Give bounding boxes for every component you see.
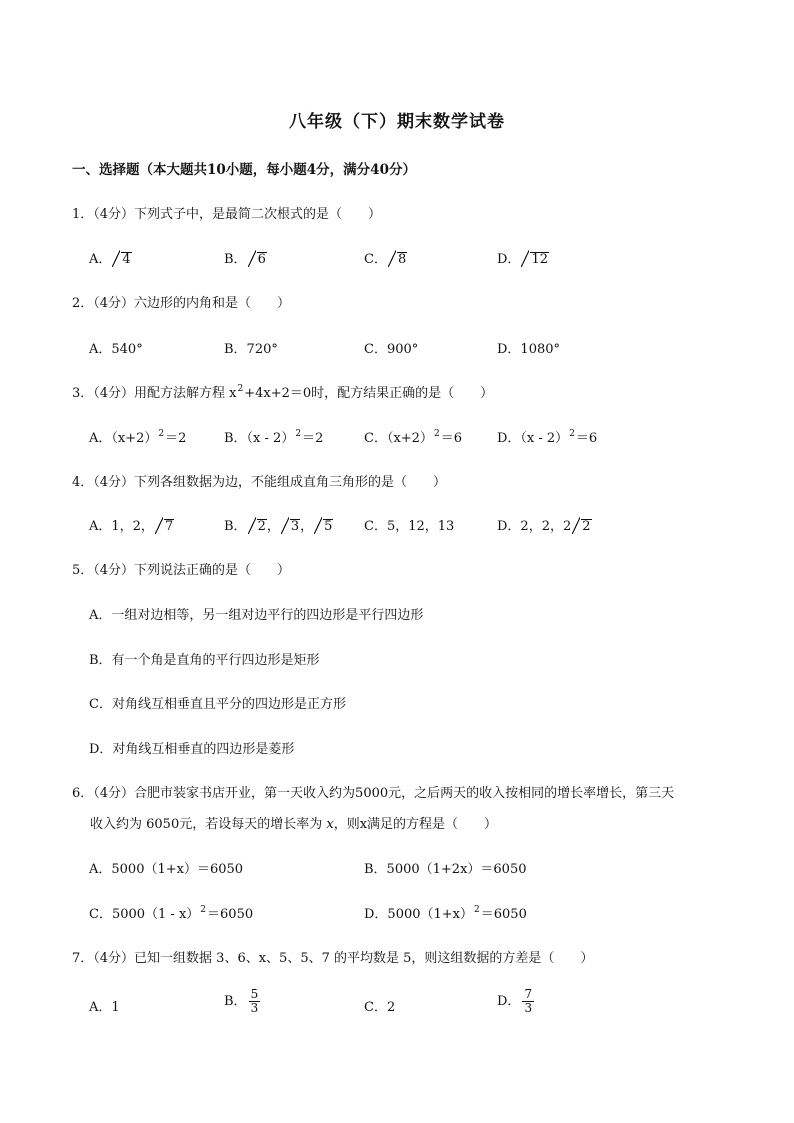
q5-option-a[interactable]: A．一组对边相等，另一组对边平行的四边形是平行四边形 [89, 608, 424, 623]
page-title: 八年级（下）期末数学试卷 [289, 112, 505, 132]
q7-option-d[interactable]: D． $\frac{7}{3}$ [497, 987, 533, 1015]
q2-option-c[interactable]: C．900° [364, 342, 419, 357]
q7-option-b[interactable]: B． $\frac{5}{3}$ [224, 987, 259, 1015]
sqrt-icon: 3 [281, 519, 300, 534]
q7-option-c[interactable]: C．2 [364, 1000, 396, 1015]
q5-option-b[interactable]: B．有一个角是直角的平行四边形是矩形 [89, 653, 320, 668]
section-heading: 一、选择题（本大题共10小题，每小题4分，满分40分） [72, 162, 416, 178]
sqrt-icon: 6 [248, 252, 267, 267]
q1-option-c[interactable]: C． 8 [364, 252, 407, 267]
sqrt-icon: 12 [521, 252, 549, 267]
sqrt-icon: 2 [248, 519, 267, 534]
sqrt-icon: 7 [155, 519, 174, 534]
question-5-stem: 5．（4分）下列说法正确的是（ ） [72, 563, 291, 578]
sqrt-icon: 5 [314, 519, 333, 534]
q1-option-a[interactable]: A． 4 [89, 252, 131, 267]
question-1-stem: 1．（4分）下列式子中，是最简二次根式的是（ ） [72, 207, 382, 222]
q5-option-c[interactable]: C．对角线互相垂直且平分的四边形是正方形 [89, 697, 346, 712]
q6-option-b[interactable]: B．5000（1+2x）＝6050 [364, 862, 527, 877]
q6-option-d[interactable]: D．$5000(1+x)^2=6050$ [364, 905, 527, 922]
q3-option-a[interactable]: A．$(x+2)^2=2$ [89, 429, 187, 446]
q4-option-d[interactable]: D．2，2，2 2 [497, 519, 591, 534]
fraction: $\frac{7}{3}$ [524, 987, 533, 1015]
fraction: $\frac{5}{3}$ [250, 987, 259, 1015]
question-3-stem: 3．（4分）用配方法解方程 $x^2+4x+2=0$时，配方结果正确的是（ ） [72, 384, 494, 401]
q2-option-d[interactable]: D．1080° [497, 342, 561, 357]
q5-option-d[interactable]: D．对角线互相垂直的四边形是菱形 [89, 742, 295, 757]
sqrt-icon: 2 [572, 519, 591, 534]
q4-option-b[interactable]: B． 2， 3， 5 [224, 519, 333, 534]
question-7-stem: 7．（4分）已知一组数据 3、6、x、5、5、7 的平均数是 5，则这组数据的方差是（ ） [72, 951, 594, 966]
sqrt-icon: 8 [388, 252, 407, 267]
q7-option-a[interactable]: A．1 [89, 1000, 120, 1015]
q1-option-d[interactable]: D． 12 [497, 252, 548, 267]
question-4-stem: 4．（4分）下列各组数据为边，不能组成直角三角形的是（ ） [72, 475, 447, 490]
q6-option-c[interactable]: C．5000（1 - x）$^2$＝6050 [89, 905, 254, 922]
q3-option-b[interactable]: B．（x - 2）$^2$＝2 [224, 429, 324, 446]
q1-option-b[interactable]: B． 6 [224, 252, 266, 267]
q2-option-a[interactable]: A．540° [89, 342, 143, 357]
q4-option-c[interactable]: C．5，12，13 [364, 519, 455, 534]
question-2-stem: 2．（4分）六边形的内角和是（ ） [72, 296, 291, 311]
question-6-stem-line2: 收入约为 6050元，若设每天的增长率为 x，则x满足的方程是（ ） [90, 817, 498, 832]
q6-option-a[interactable]: A．5000（1+x）＝6050 [89, 862, 244, 877]
q3-option-c[interactable]: C．$(x+2)^2=6$ [364, 429, 462, 446]
q2-option-b[interactable]: B．720° [224, 342, 278, 357]
q4-option-a[interactable]: A．1，2， 7 [89, 519, 174, 534]
question-6-stem-line1: 6．（4分）合肥市装家书店开业，第一天收入约为5000元，之后两天的收入按相同的增长率增长，第三天 [72, 786, 675, 801]
sqrt-icon: 4 [112, 252, 131, 267]
q3-option-d[interactable]: D．（x - 2）$^2$＝6 [497, 429, 598, 446]
